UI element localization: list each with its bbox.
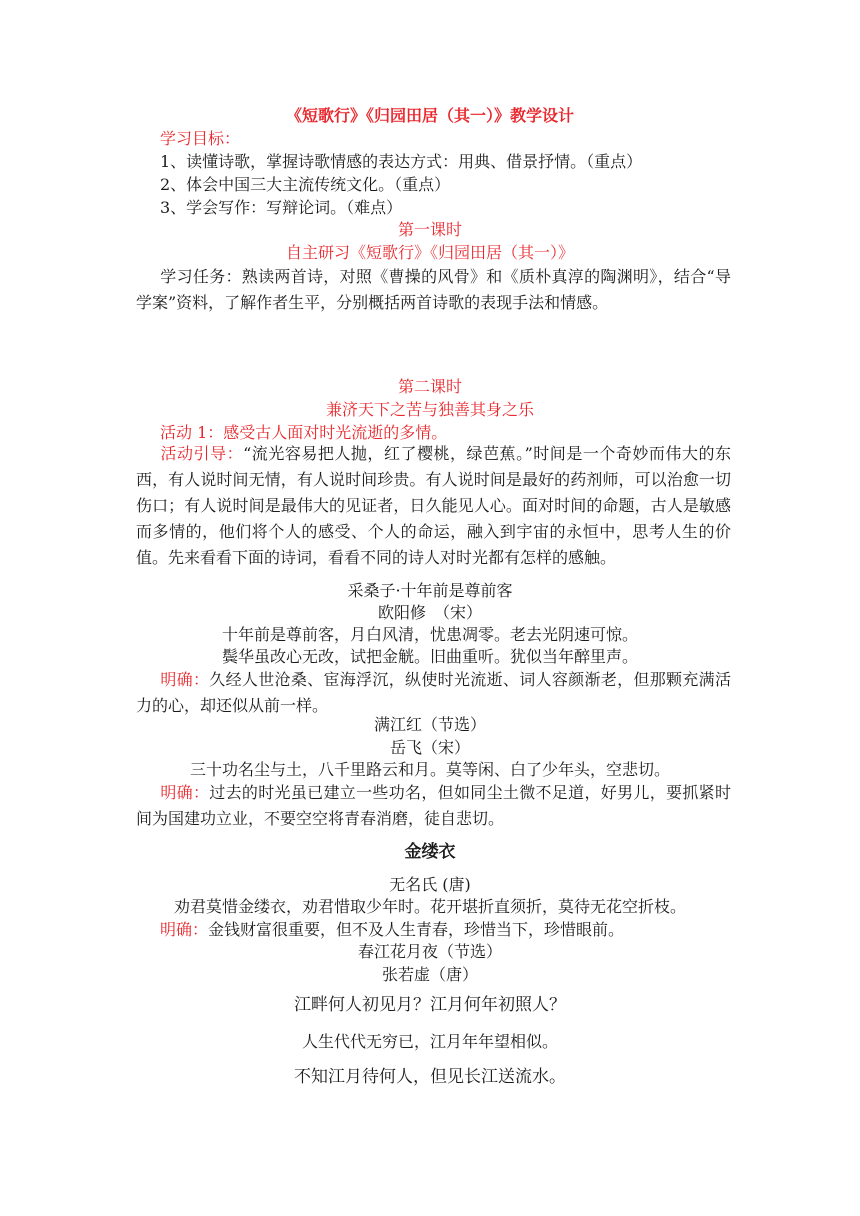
- lesson1-heading: 第一课时: [397, 220, 462, 239]
- poem1-line-2: 鬓华虽改心无改，试把金觥。旧曲重听。犹似当年醉里声。: [221, 647, 638, 666]
- poem1-note-text: 久经人世沧桑、宦海浮沉，纵使时光流逝、词人容颜渐老，但那颗充满活力的心，却还似从前一样。: [136, 670, 731, 715]
- poem2-title: 满江红（节选）: [373, 715, 486, 734]
- poem2-note: [136, 780, 731, 832]
- poem3-line-1: 劝君莫惜金缕衣，劝君惜取少年时。花开堪折直须折，莫待无花空折枝。: [173, 897, 686, 916]
- lesson1-subheading: 自主研习《短歌行》《归园田居（其一）》: [285, 243, 574, 262]
- activity-guide: [136, 441, 731, 571]
- poem1-line-1: 十年前是尊前客，月白风清，忧患凋零。老去光阴速可惊。: [221, 625, 638, 644]
- poem3-note-label: 明确：: [160, 920, 209, 939]
- poem4-line-2: 人生代代无穷已，江月年年望相似。: [301, 1032, 558, 1051]
- poem2-note-label: 明确：: [160, 783, 210, 802]
- objective-item-3: 3、学会写作：写辩论词。（难点）: [160, 198, 403, 217]
- activity-1-title: 活动 1：感受古人面对时光流逝的多情。: [160, 423, 448, 442]
- poem3-note-text: 金钱财富很重要，但不及人生青春，珍惜当下，珍惜眼前。: [208, 920, 625, 939]
- activity-guide-text: “流光容易把人抛，红了樱桃，绿芭蕉。”时间是一个奇妙而伟大的东西，有人说时间无情，有人说时间珍贵。有人说时间是最好的药剂师，可以治愈一切伤口；有人说时间是最伟大的见证者，日久能见人心。面对时间的命题，古人是敏感而多情的，他们将个人的感受、个人的命运，融入到宇宙的永恒中，思考人生的价值。先来看看下面的诗词，看看不同的诗人对时光都有怎样的感触。: [136, 444, 731, 567]
- objective-item-2: 2、体会中国三大主流传统文化。（重点）: [160, 175, 451, 194]
- poem1-author: 欧阳修 （宋）: [377, 603, 482, 622]
- objective-item-1: 1、读懂诗歌，掌握诗歌情感的表达方式：用典、借景抒情。（重点）: [160, 152, 643, 171]
- lesson2-subheading: 兼济天下之苦与独善其身之乐: [325, 400, 534, 419]
- poem2-note-text: 过去的时光虽已建立一些功名，但如同尘土微不足道，好男儿，要抓紧时间为国建功立业，不要空空将青春消磨，徒自悲切。: [136, 783, 731, 828]
- poem4-title: 春江花月夜（节选）: [357, 942, 502, 961]
- poem4-author: 张若虚（唐）: [381, 965, 478, 984]
- poem3-title: 金缕衣: [404, 842, 456, 862]
- poem1-note-label: 明确：: [160, 670, 210, 689]
- poem4-line-1: 江畔何人初见月？江月何年初照人？: [294, 995, 566, 1015]
- poem4-line-3: 不知江月待何人，但见长江送流水。: [294, 1067, 566, 1087]
- lesson1-task: [136, 264, 731, 316]
- objectives-heading: 学习目标：: [160, 129, 241, 148]
- poem2-line-1: 三十功名尘与土，八千里路云和月。莫等闲、白了少年头，空悲切。: [189, 760, 670, 779]
- poem2-author: 岳飞（宋）: [389, 738, 470, 757]
- document-title: 《短歌行》《归园田居（其一）》教学设计: [285, 106, 574, 125]
- lesson1-task-text: 学习任务：熟读两首诗，对照《曹操的风骨》和《质朴真淳的陶渊明》，结合“导学案”资料，了解作者生平，分别概括两首诗歌的表现手法和情感。: [136, 267, 731, 312]
- poem3-author: 无名氏 (唐): [389, 875, 471, 894]
- lesson2-heading: 第二课时: [397, 377, 462, 396]
- poem1-title: 采桑子·十年前是尊前客: [347, 581, 513, 600]
- activity-guide-label: 活动引导：: [160, 444, 244, 463]
